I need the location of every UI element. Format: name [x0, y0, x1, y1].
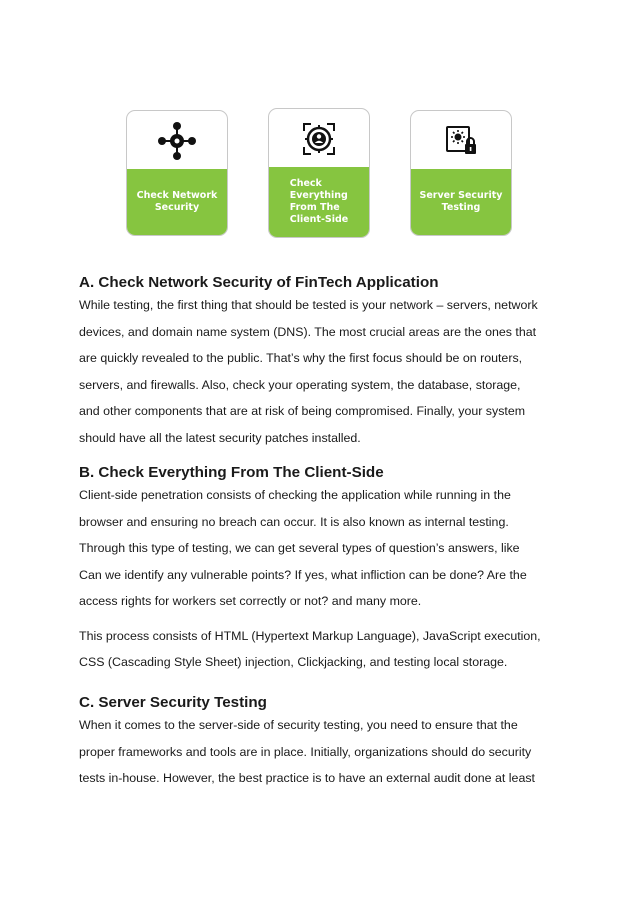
- paragraph-line: While testing, the first thing that should be tested is your network – servers, network: [79, 298, 538, 312]
- section-heading: A. Check Network Security of FinTech Application: [79, 274, 439, 291]
- secure-server-icon: [444, 124, 478, 158]
- paragraph-line: This process consists of HTML (Hypertext Markup Language), JavaScript execution,: [79, 628, 541, 643]
- paragraph-line: tests in-house. However, the best practice is to have an external audit done at least: [79, 771, 535, 785]
- paragraph-line: are quickly revealed to the public. That’s why the first focus should be on routers,: [79, 351, 523, 365]
- section-network-security: [79, 274, 569, 451]
- card-label: Check Network Security: [136, 190, 218, 213]
- card-client-side: [268, 108, 370, 238]
- paragraph-line: proper frameworks and tools are in place. Initially, organizations should do security: [79, 744, 532, 759]
- paragraph-line: When it comes to the server-side of security testing, you need to ensure that the: [79, 718, 518, 732]
- card-label: Check Everything From The Client-Side: [289, 178, 349, 225]
- paragraph-line: should have all the latest security patches installed.: [79, 430, 361, 445]
- card-label: Server Security Testing: [419, 190, 503, 213]
- target-user-icon: [302, 122, 336, 156]
- section-client-side: [79, 464, 569, 676]
- section-heading: B. Check Everything From The Client-Side: [79, 464, 384, 481]
- paragraph-line: access rights for workers set correctly or not? and many more.: [79, 594, 422, 608]
- paragraph-line: browser and ensuring no breach can occur. It is also known as internal testing.: [79, 514, 509, 529]
- section-server-security: [79, 694, 569, 792]
- feature-cards: [0, 108, 638, 238]
- card-server-security: [410, 110, 512, 236]
- paragraph-line: CSS (Cascading Style Sheet) injection, Clickjacking, and testing local storage.: [79, 655, 508, 669]
- paragraph-line: Client-side penetration consists of checking the application while running in the: [79, 488, 511, 502]
- paragraph-line: Can we identify any vulnerable points? If yes, what infliction can be done? Are the: [79, 567, 527, 582]
- paragraph-line: Through this type of testing, we can get several types of question’s answers, like: [79, 541, 520, 555]
- paragraph-line: and other components that are at risk of being compromised. Finally, your system: [79, 404, 526, 418]
- card-network-security: [126, 110, 228, 236]
- paragraph-line: devices, and domain name system (DNS). The most crucial areas are the ones that: [79, 324, 537, 339]
- section-heading: C. Server Security Testing: [79, 694, 267, 711]
- network-nodes-icon: [157, 121, 197, 161]
- paragraph-line: servers, and firewalls. Also, check your operating system, the database, storage,: [79, 377, 521, 392]
